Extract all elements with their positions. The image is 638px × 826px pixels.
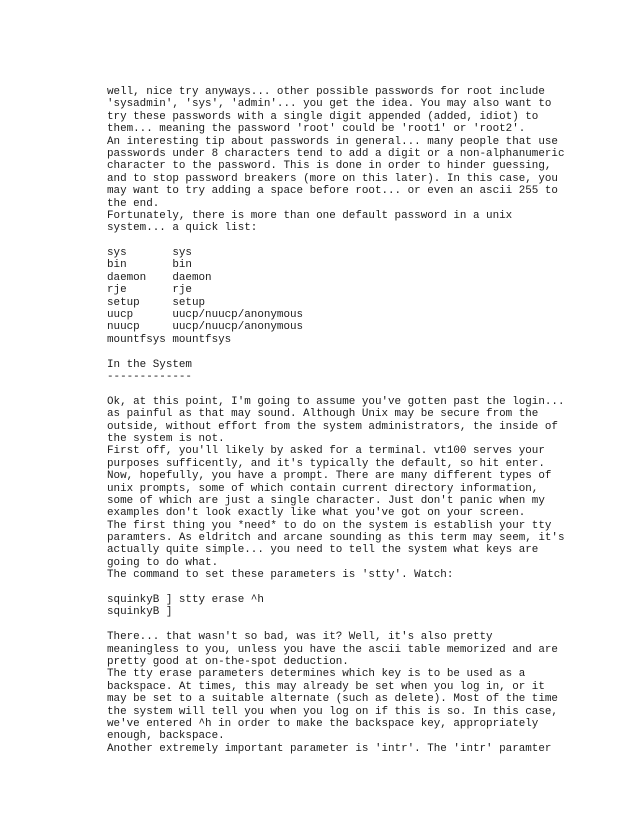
document-line: and to stop password breakers (more on this later). In this case, you — [107, 172, 558, 185]
document-line: sys sys — [107, 247, 192, 260]
document-line — [107, 346, 607, 358]
document-line: An interesting tip about passwords in general... many people that use — [107, 135, 558, 148]
document-line: pretty good at on-the-spot deduction. — [107, 655, 349, 668]
document-line: we've entered ^h in order to make the backspace key, appropriately — [107, 717, 539, 730]
document-line: Fortunately, there is more than one default password in a unix — [107, 209, 513, 222]
document-line: squinkyB ] stty erase ^h — [107, 594, 264, 607]
document-line: actually quite simple... you need to tell the system what keys are — [107, 544, 539, 557]
document-line: system... a quick list: — [107, 222, 258, 235]
document-line: may be set to a suitable alternate (such as delete). Most of the time — [107, 693, 558, 706]
document-line — [107, 619, 607, 631]
document-line: unix prompts, some of which contain current directory information, — [107, 482, 539, 495]
document-line: uucp uucp/nuucp/anonymous — [107, 309, 304, 322]
document-line: try these passwords with a single digit appended (added, idiot) to — [107, 110, 539, 123]
document-line: Another extremely important parameter is 'intr'. The 'intr' paramter — [107, 742, 552, 755]
document-line: backspace. At times, this may already be set when you log in, or it — [107, 680, 545, 693]
document-line: squinkyB ] — [107, 606, 173, 619]
document-line: ------------- — [107, 370, 192, 383]
document-line: The command to set these parameters is 'stty'. Watch: — [107, 569, 454, 582]
document-line: There... that wasn't so bad, was it? Well, it's also pretty — [107, 631, 493, 644]
document-line: passwords under 8 characters tend to add a digit or a non-alphanumeric — [107, 147, 565, 160]
document-line — [107, 582, 607, 594]
document-line: First off, you'll likely by asked for a terminal. vt100 serves your — [107, 445, 545, 458]
document-line: mountfsys mountfsys — [107, 333, 232, 346]
document-line: Ok, at this point, I'm going to assume you've gotten past the login... — [107, 395, 565, 408]
document-line: 'sysadmin', 'sys', 'admin'... you get the idea. You may also want to — [107, 98, 552, 111]
document-line: purposes sufficently, and it's typically the default, so hit enter. — [107, 457, 545, 470]
document-line: them... meaning the password 'root' could be 'root1' or 'root2'. — [107, 123, 526, 136]
document-line: the system is not. — [107, 432, 225, 445]
document-line: may want to try adding a space before root... or even an ascii 255 to — [107, 185, 558, 198]
document-line: The tty erase parameters determines which key is to be used as a — [107, 668, 526, 681]
document-line: daemon daemon — [107, 271, 212, 284]
document-line: the end. — [107, 197, 160, 210]
document-line — [107, 235, 607, 247]
document-line: the system will tell you when you log on if this is so. In this case, — [107, 705, 558, 718]
document-line: enough, backspace. — [107, 730, 225, 743]
document-line: examples don't look exactly like what you've got on your screen. — [107, 507, 526, 520]
document-line — [107, 383, 607, 395]
document-line: character to the password. This is done in order to hinder guessing, — [107, 160, 552, 173]
document-line: well, nice try anyways... other possible passwords for root include — [107, 86, 545, 98]
document-line: In the System — [107, 358, 192, 371]
document-line: rje rje — [107, 284, 192, 297]
document-line: nuucp uucp/nuucp/anonymous — [107, 321, 304, 334]
document-body — [107, 86, 607, 755]
document-line: bin bin — [107, 259, 192, 272]
document-line: going to do what. — [107, 556, 219, 569]
document-line: setup setup — [107, 296, 206, 309]
document-line: The first thing you *need* to do on the system is establish your tty — [107, 519, 552, 532]
document-line: meaningless to you, unless you have the ascii table memorized and are — [107, 643, 558, 656]
document-line: some of which are just a single character. Just don't panic when my — [107, 494, 545, 507]
document-line: Now, hopefully, you have a prompt. There are many different types of — [107, 470, 552, 483]
document-line: outside, without effort from the system administrators, the inside of — [107, 420, 558, 433]
document-line: paramters. As eldritch and arcane sounding as this term may seem, it's — [107, 532, 565, 545]
document-line: as painful as that may sound. Although Unix may be secure from the — [107, 408, 539, 421]
